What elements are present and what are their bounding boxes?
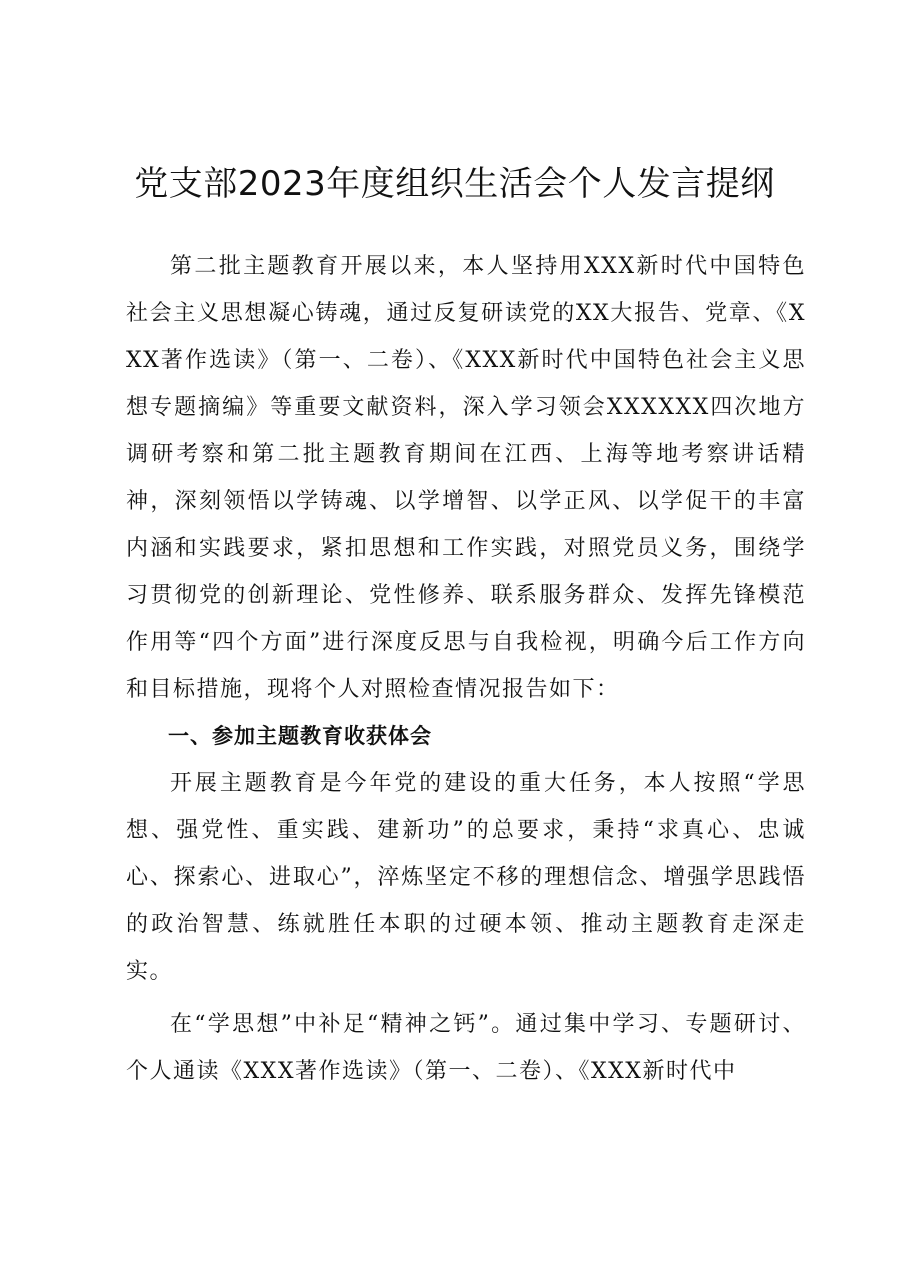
- intro-paragraph: 第二批主题教育开展以来，本人坚持用XXX新时代中国特色社会主义思想凝心铸魂，通过反复研读党的XX大报告、党章、《XXX著作选读》（第一、二卷）、《XXX新时代中国特色社会主义思想专题摘编》等重要文献资料，深入学习领会XXXXXX四次地方调研考察和第二批主题教育期间在江西、上海等地考察讲话精神，深刻领悟以学铸魂、以学增智、以学正风、以学促干的丰富内涵和实践要求，紧扣思想和工作实践，对照党员义务，围绕学习贯彻党的创新理论、党性修养、联系服务群众、发挥先锋模范作用等“四个方面”进行深度反思与自我检视，明确今后工作方向和目标措施，现将个人对照检查情况报告如下：: [126, 254, 807, 702]
- document-body: [126, 243, 806, 1095]
- section1-paragraph-1: 开展主题教育是今年党的建设的重大任务，本人按照“学思想、强党性、重实践、建新功”的总要求，秉持“求真心、忠诚心、探索心、进取心”，淬炼坚定不移的理想信念、增强学思践悟的政治智慧、练就胜任本职的过硬本领、推动主题教育走深走实。: [126, 771, 806, 984]
- document-title: 党支部2023年度组织生活会个人发言提纲: [134, 164, 775, 204]
- section-heading-1: 一、参加主题教育收获体会: [168, 724, 432, 748]
- section1-paragraph-2: 在“学思想”中补足“精神之钙”。通过集中学习、专题研讨、个人通读《XXX著作选读》（第一、二卷）、《XXX新时代中: [126, 1012, 806, 1084]
